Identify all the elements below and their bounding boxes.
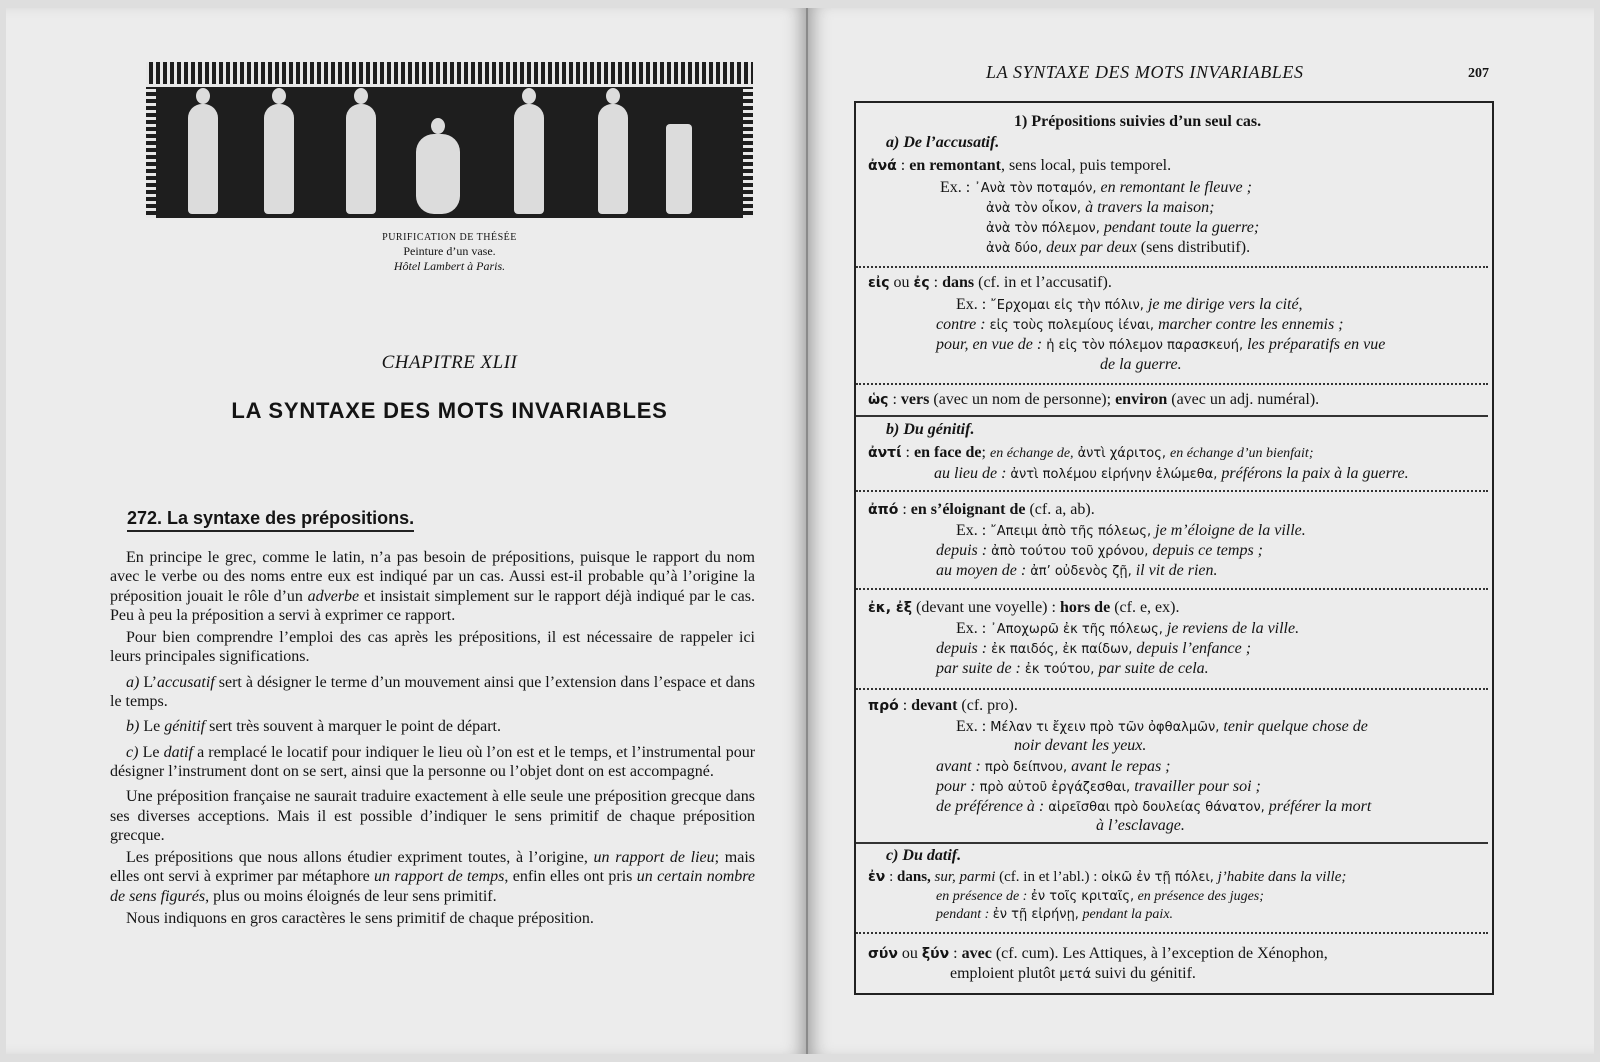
figure-caption-location: Hôtel Lambert à Paris. <box>393 259 506 273</box>
painted-figure <box>188 104 218 214</box>
example-line: Ex. : ῎Ερχομαι εἰς τὴν πόλιν, je me dirige vers la cité, <box>956 296 1303 313</box>
entry-anti: ἀντί : en face de; en échange de, ἀντὶ χάριτος, en échange d’un bienfait; <box>868 444 1314 461</box>
figure-caption-title: PURIFICATION DE THÉSÉE <box>382 232 517 243</box>
paragraph: Une préposition française ne saurait traduire exactement à elle seule une préposition grecque dans ses diverses acceptions. Mais il est possible d’indiquer le sens primitif de chaque préposition grecque. <box>110 788 755 844</box>
subsection-accusative: a) De l’accusatif. <box>886 134 1000 151</box>
subsection-genitive: b) Du génitif. <box>886 421 975 438</box>
example-line: ἀνὰ τὸν πόλεμον, pendant toute la guerre; <box>986 219 1260 236</box>
figure-caption-line: Peinture d’un vase. <box>403 244 496 258</box>
example-line: à l’esclavage. <box>1096 817 1185 834</box>
example-line: par suite de : ἐκ τούτου, par suite de cela. <box>936 660 1209 677</box>
example-line: depuis : ἐκ παιδός, ἐκ παίδων, depuis l’enfance ; <box>936 640 1252 657</box>
paragraph: Pour bien comprendre l’emploi des cas après les prépositions, il est nécessaire de rappeler ici leurs principales significations. <box>110 629 755 666</box>
example-line: pour : πρὸ αὑτοῦ ἐργάζεσθαι, travailler pour soi ; <box>936 778 1261 795</box>
table-heading: 1) Prépositions suivies d’un seul cas. <box>1014 113 1262 130</box>
section-body <box>110 548 755 931</box>
left-page <box>6 8 806 1054</box>
example-line: Ex. : ᾿Ανὰ τὸν ποταμόν, en remontant le fleuve ; <box>940 179 1252 196</box>
example-line: emploient plutôt μετά suivi du génitif. <box>950 965 1196 982</box>
example-line: contre : εἰς τοὺς πολεμίους ἰέναι, marcher contre les ennemis ; <box>936 316 1344 333</box>
paragraph-case-a: a) L’accusatif sert à désigner le terme d’un mouvement ainsi que l’extension dans l’espace et dans le temps. <box>110 673 755 711</box>
right-page <box>808 8 1594 1054</box>
entry-pro: πρό : devant (cf. pro). <box>868 697 1018 714</box>
paragraph: Les prépositions que nous allons étudier expriment toutes, à l’origine, un rapport de lieu; mais elles ont servi à exprimer par métaphore un rapport de temps, enfin elles ont pris un certain nombre de sens figurés, plus ou moins éloignés de leur sens primitif. <box>110 849 756 905</box>
painted-figure <box>346 104 376 214</box>
entry-ek: ἐκ, ἐξ (devant une voyelle) : hors de (cf. e, ex). <box>868 599 1180 616</box>
dotted-separator <box>856 588 1488 590</box>
example-line: en présence de : ἐν τοῖς κριταῖς, en présence des juges; <box>936 889 1264 904</box>
example-line: pendant : ἐν τῇ εἰρήνῃ, pendant la paix. <box>936 907 1174 922</box>
example-line: Ex. : Μέλαν τι ἔχειν πρὸ τῶν ὀφθαλμῶν, tenir quelque chose de <box>956 718 1368 735</box>
dotted-separator <box>856 490 1488 492</box>
entry-syn: σύν ou ξύν : avec (cf. cum). Les Attiques, à l’exception de Xénophon, <box>868 945 1328 962</box>
example-line: noir devant les yeux. <box>1014 737 1147 754</box>
example-line: avant : πρὸ δείπνου, avant le repas ; <box>936 758 1171 775</box>
entry-hos: ὡς : vers (avec un nom de personne); environ (avec un adj. numéral). <box>868 391 1320 408</box>
painted-kneeling-figure <box>416 134 460 214</box>
painted-figure <box>514 104 544 214</box>
example-line: ἀνὰ δύο, deux par deux (sens distributif). <box>986 239 1251 256</box>
paragraph: Nous indiquons en gros caractères le sens primitif de chaque préposition. <box>126 910 594 928</box>
section-heading: 272. La syntaxe des prépositions. <box>127 508 414 532</box>
example-line: Ex. : ᾿Αποχωρῶ ἐκ τῆς πόλεως, je reviens de la ville. <box>956 620 1300 637</box>
example-line: Ex. : ῎Απειμι ἀπὸ τῆς πόλεως, je m’éloigne de la ville. <box>956 522 1306 539</box>
section-separator <box>856 842 1488 844</box>
frieze-pattern-border <box>146 62 753 87</box>
example-line: pour, en vue de : ἡ εἰς τὸν πόλεμον παρασκευή, les préparatifs en vue <box>936 336 1386 353</box>
dotted-separator <box>856 688 1488 690</box>
paragraph-case-b: b) Le génitif sert très souvent à marquer le point de départ. <box>126 718 501 736</box>
entry-eis: εἰς ou ἐς : dans (cf. in et l’accusatif). <box>868 274 1112 291</box>
vase-painting-illustration <box>146 62 753 218</box>
section-separator <box>856 415 1488 417</box>
chapter-number: CHAPITRE XLII <box>381 352 518 373</box>
chapter-title: LA SYNTAXE DES MOTS INVARIABLES <box>231 398 668 423</box>
painted-figure <box>264 104 294 214</box>
entry-ana: ἀνά : en remontant, sens local, puis temporel. <box>868 157 1172 174</box>
example-line: de la guerre. <box>1100 356 1182 373</box>
subsection-dative: c) Du datif. <box>886 847 962 864</box>
page-number: 207 <box>1468 66 1489 81</box>
dotted-separator <box>856 266 1488 268</box>
running-head: LA SYNTAXE DES MOTS INVARIABLES <box>986 62 1304 82</box>
dotted-separator <box>856 932 1488 934</box>
paragraph: En principe le grec, comme le latin, n’a pas besoin de prépositions, puisque le rapport du nom avec le verbe ou des noms entre eux est indiqué par un cas. Aussi est-il probable qu’à l’origine la préposition jouait le rôle d’un adverbe et insistait simplement sur le rapport déjà indiqué par le cas. Peu à peu la préposition a servi à exprimer ce rapport. <box>110 549 755 624</box>
frieze-side-border <box>146 87 156 218</box>
paragraph-case-c: c) Le datif a remplacé le locatif pour indiquer le lieu où l’on est et le temps, et l’instrumental pour désigner l’instrument dont on se sert, ainsi que la personne ou l’objet dont on est accompagné. <box>110 743 756 780</box>
example-line: de préférence à : αἱρεῖσθαι πρὸ δουλείας θάνατον, préférer la mort <box>936 798 1372 815</box>
painted-figure <box>598 104 628 214</box>
entry-apo: ἀπό : en s’éloignant de (cf. a, ab). <box>868 501 1095 518</box>
painted-basin <box>666 124 692 214</box>
example-line: depuis : ἀπὸ τούτου τοῦ χρόνου, depuis ce temps ; <box>936 542 1263 559</box>
example-line: au moyen de : ἀπ’ οὐδενὸς ζῇ, il vit de rien. <box>936 562 1218 579</box>
example-line: ἀνὰ τὸν οἶκον, à travers la maison; <box>986 199 1215 216</box>
example-line: au lieu de : ἀντὶ πολέμου εἰρήνην ἑλώμεθα, préférons la paix à la guerre. <box>934 465 1409 482</box>
entry-en: ἐν : dans, sur, parmi (cf. in et l’abl.) : οἰκῶ ἐν τῇ πόλει, j’habite dans la ville; <box>868 869 1347 885</box>
frieze-side-border <box>743 87 753 218</box>
dotted-separator <box>856 383 1488 385</box>
